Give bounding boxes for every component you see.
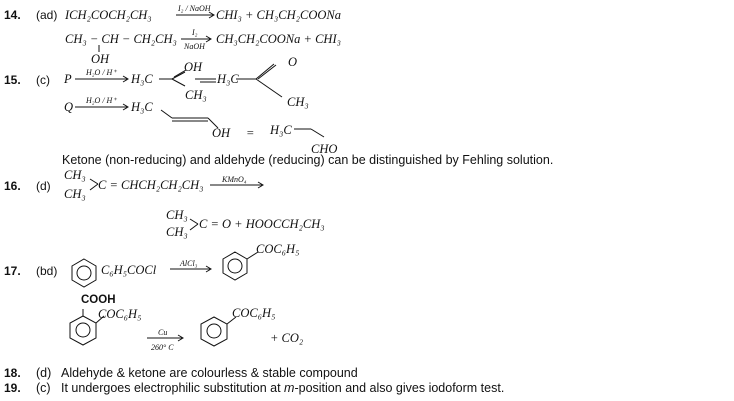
answer-text: Aldehyde & ketone are colourless & stable compound [61,366,358,380]
answer-option: (bd) [36,264,58,278]
substituent: COC₆H₅ [98,307,142,321]
reactant: C = CHCH₂CH₂CH₃ [98,178,204,192]
benzene-ring-4 [201,317,227,346]
product: CH₃CH₂COONa + CHI₃ [216,32,341,46]
question-number: 17. [4,264,21,278]
benzene-ring-3 [70,316,96,345]
explanation-text: Ketone (non-reducing) and aldehyde (reducing) can be distinguished by Fehling solution. [62,153,554,167]
reagent-label: AlCl₃ [180,259,198,268]
benzene-ring-1 [72,259,96,287]
answer-option: (d) [36,179,51,193]
group-label: CH₃ [185,88,207,102]
group-label: CHO [311,142,338,156]
substituent: COC₆H₅ [256,242,300,256]
group-label: CH₃ [64,187,86,201]
substituent: COOH [81,294,116,306]
reagent-label: 260° C [151,343,174,352]
compound-label: Q [64,100,74,114]
answer-text-b: -position and also gives iodoform test. [294,381,505,395]
group-label: H₃C [217,72,239,86]
question-number: 16. [4,179,21,193]
substituent: OH [91,52,110,66]
product: + CO₂ [270,331,304,345]
substituent: COC₆H₅ [232,306,276,320]
group-label: H₃C [131,100,153,114]
question-number: 18. [4,366,21,380]
answer-text-m: m [284,381,295,395]
group-label: OH [184,60,203,74]
product: CHI₃ + CH₃CH₂COONa [216,8,341,22]
compound-label: P [64,72,72,86]
group-label: H₃C [131,72,153,86]
question-number: 14. [4,8,21,22]
group-label: H₃C [270,123,292,137]
reagent-label: KMnO₄ [222,175,247,184]
answer-option: (ad) [36,8,58,22]
reagent-label: H₂O / H⁺ [86,68,117,77]
group-label: CH₃ [287,95,309,109]
equals-sign: = [246,126,255,140]
answer-option: (c) [36,381,51,395]
question-number: 15. [4,73,21,87]
product: C = O + HOOCCH₂CH₃ [199,217,325,231]
reactant: ICH₂COCH₂CH₃ [65,8,152,22]
group-label: CH₃ [166,208,188,222]
question-number: 19. [4,381,21,395]
reagent-label: H₂O / H⁺ [86,96,117,105]
group-label: OH [212,126,231,140]
answer-option: (d) [36,366,52,380]
benzene-ring-2 [223,252,247,280]
group-label: CH₃ [166,225,188,239]
reagent-label: I₂ [192,28,198,37]
reagent-label: Cu [158,328,168,337]
answer-text-a: It undergoes electrophilic substitution at [61,381,285,395]
reagent-label: I₂ / NaOH [178,4,211,13]
group-label: O [288,55,298,69]
answer-text [61,381,504,395]
reactant: CH₃ − CH − CH₂CH₃ [65,32,177,46]
answer-option: (c) [36,73,50,87]
reactant: C₆H₅COCl [101,263,157,277]
group-label: CH₃ [64,168,86,182]
reagent-label: NaOH [184,42,205,51]
